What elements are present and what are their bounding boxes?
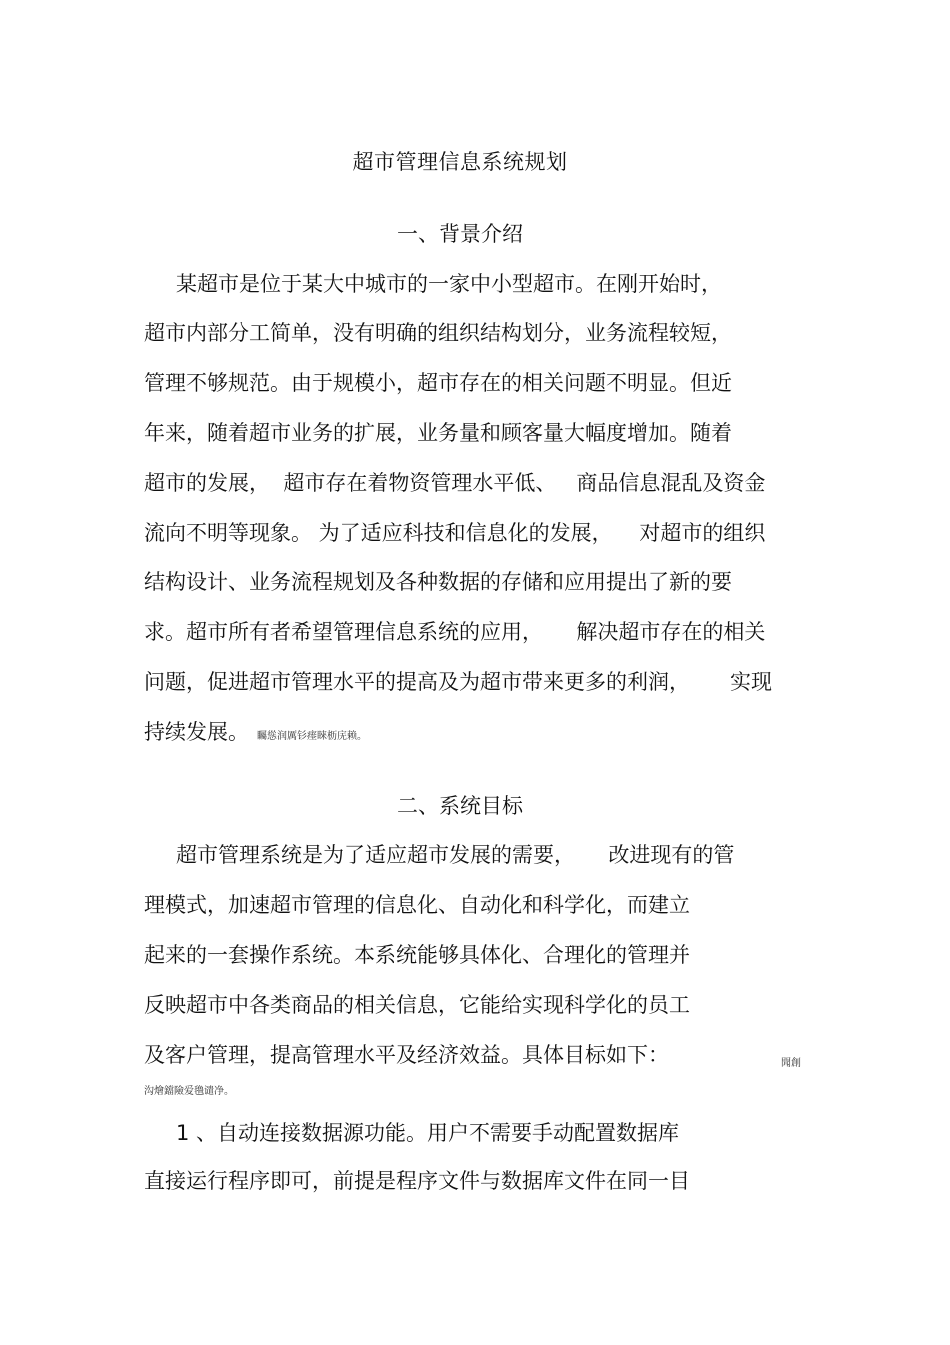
paragraph-line [144,722,367,743]
document-title: 超市管理信息系统规划 [352,150,568,174]
paragraph-line: 超市管理系统是为了适应超市发展的需要， 改进现有的管 [176,843,735,867]
paragraph-line: 及客户管理，提高管理水平及经济效益。具体目标如下： [144,1043,669,1067]
paragraph-line: 某超市是位于某大中城市的一家中小型超市。在刚开始时， [176,272,722,296]
paragraph-line: 理模式，加速超市管理的信息化、自动化和科学化，而建立 [144,893,690,917]
section-heading-goals: 二、系统目标 [397,794,523,818]
garbled-note: 矚慫润厲钐瘗睞枥庑赖。 [257,731,367,742]
garbled-note-right: 聞創 [781,1058,801,1069]
paragraph-line: 结构设计、业务流程规划及各种数据的存储和应用提出了新的要 [144,570,732,594]
paragraph-line: 管理不够规范。由于规模小，超市存在的相关问题不明显。但近 [144,371,732,395]
paragraph-line: 流向不明等现象。 为了适应科技和信息化的发展， 对超市的组织 [144,521,766,545]
paragraph-line: 超市的发展， 超市存在着物资管理水平低、 商品信息混乱及资金 [144,471,766,495]
paragraph-line: 反映超市中各类商品的相关信息，它能给实现科学化的员工 [144,993,690,1017]
paragraph-line: 求。超市所有者希望管理信息系统的应用， 解决超市存在的相关 [144,620,766,644]
paragraph-line: 起来的一套操作系统。本系统能够具体化、合理化的管理并 [144,943,690,967]
paragraph-line: 超市内部分工简单，没有明确的组织结构划分，业务流程较短， [144,321,732,345]
list-item-line: 直接运行程序即可，前提是程序文件与数据库文件在同一目 [144,1169,690,1193]
paragraph-line: 问题，促进超市管理水平的提高及为超市带来更多的利润， 实现 [144,670,773,694]
list-item-line: 1 、自动连接数据源功能。用户不需要手动配置数据库 [176,1121,680,1145]
section-heading-background: 一、背景介绍 [397,222,523,246]
garbled-note-line: 沟燴鐺險爱氇谴净。 [144,1086,234,1097]
paragraph-text: 持续发展。 [144,720,249,744]
paragraph-line: 年来，随着超市业务的扩展，业务量和顾客量大幅度增加。随着 [144,421,732,445]
